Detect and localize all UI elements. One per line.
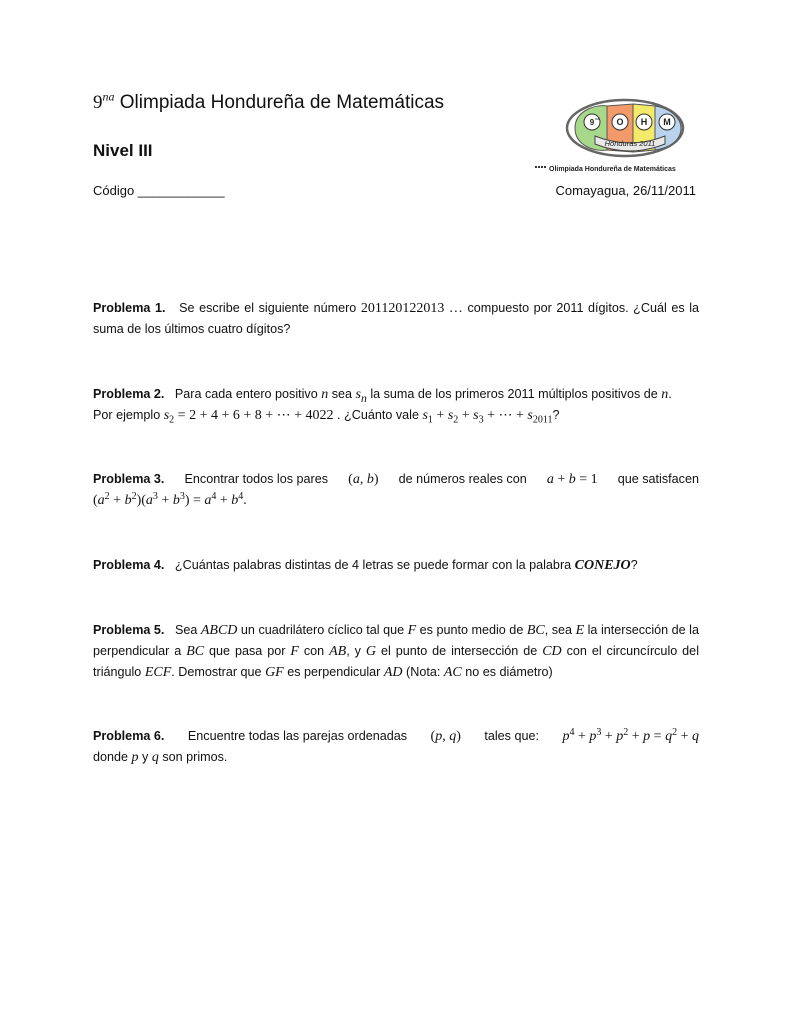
logo-letter-o: O <box>616 117 624 127</box>
problem-5-text-g: con <box>298 644 330 658</box>
logo-letter-m: M <box>663 117 671 127</box>
problem-5-text-i: el punto de intersección de <box>376 644 543 658</box>
problem-2-example: 2 + 4 + 6 + 8 + ⋯ + 4022 <box>189 408 334 423</box>
problem-3-label: Problema 3. <box>93 472 165 486</box>
problem-6: Problema 6. Encuentre todas las parejas ordenadas (p, q) tales que: $p^4 + p^3 + p^2 + p = q^2 + q$ donde p y q son primos. <box>93 726 699 765</box>
problem-6-text-e: son primos. <box>158 750 228 764</box>
problem-2-text-e: Por ejemplo <box>93 408 164 422</box>
problem-1-number: 201120122013 … <box>360 301 463 316</box>
problem-5-text-d: , sea <box>544 623 576 637</box>
title-superscript: na <box>102 89 115 104</box>
problem-5-text-j: con el circuncírculo del triángulo <box>93 644 699 679</box>
problem-2: Problema 2. Para cada entero positivo n sea $s_n$ la suma de los primeros 2011 múltiplos positivos de n. Por ejemplo $s_2 = 2 + 4 + 6 + 8$ + ⋯ + 4022 . ¿Cuánto vale $s_1 + s_2 + s_3$ + ⋯ + $s_{2011}$? <box>93 387 672 426</box>
problem-4 <box>93 555 699 576</box>
problem-4-text-a: ¿Cuántas palabras distintas de 4 letras se puede formar con la palabra <box>174 558 575 572</box>
problem-3-text-b: de números reales con <box>398 472 527 486</box>
problem-5-text-a: Sea <box>174 623 201 637</box>
problem-5-text-b: un cuadrilátero cíclico tal que <box>237 623 408 637</box>
problem-5-text-h: , y <box>346 644 366 658</box>
problem-2-text-g: ? <box>552 408 560 422</box>
problem-3-equation: $(a^2 + b^2)(a^3 + b^3) = a^4 + b^4$. <box>93 490 247 508</box>
logo-letter-9: 9 <box>589 118 595 127</box>
problem-4-word: CONEJO <box>574 558 631 573</box>
problem-5-text-c: es punto medio de <box>416 623 527 637</box>
problem-6-equation: $p^4 + p^3 + p^2 + p = q^2 + q$ <box>562 726 699 744</box>
title-text: Olimpiada Hondureña de Matemáticas <box>119 92 445 113</box>
problem-2-text-b: sea <box>328 387 356 401</box>
problem-4-text-b: ? <box>630 558 638 572</box>
problem-1 <box>93 298 699 340</box>
problem-5-text-f: que pasa por <box>204 644 291 658</box>
problem-1-text-a: Se escribe el siguiente número <box>179 301 361 315</box>
problem-6-text-b: tales que: <box>484 729 539 743</box>
logo-banner: Honduras 2011 <box>604 139 656 148</box>
problem-3: Problema 3. Encontrar todos los pares (a, b) de números reales con a + b = 1 que satisfacen $(a^2 + b^2)(a^3 + b^3) = a^4 + b^4$. <box>93 469 699 511</box>
level-heading: Nivel III <box>93 141 153 160</box>
problem-2-text-c: la suma de los primeros 2011 múltiplos positivos de <box>366 387 662 401</box>
problem-3-text-a: Encontrar todos los pares <box>184 472 329 486</box>
problem-2-text-d: . <box>668 387 672 401</box>
problem-5-text-n: no es diámetro) <box>461 665 553 679</box>
ohm-logo <box>535 98 720 178</box>
problem-6-text-a: Encuentre todas las parejas ordenadas <box>187 729 408 743</box>
problem-5-text-k: . Demostrar que <box>171 665 266 679</box>
place-date: Comayagua, 26/11/2011 <box>555 183 696 198</box>
problem-6-text-d: y <box>138 750 152 764</box>
code-field-label: Código ____________ <box>93 183 225 198</box>
problem-5-text-e: la intersección de la perpendicular a <box>93 623 699 658</box>
title-ordinal: 9 <box>93 92 103 113</box>
problem-5-text-l: es perpendicular <box>283 665 384 679</box>
problem-6-text-c: donde <box>93 750 132 764</box>
logo-caption: Olimpiada Hondureña de Matemáticas <box>549 166 676 173</box>
document-title <box>93 89 445 114</box>
problem-3-text-c: que satisfacen <box>617 472 699 486</box>
logo-letter-9-sup: na <box>594 116 600 121</box>
problem-5-label: Problema 5. <box>93 623 165 637</box>
problem-2-label: Problema 2. <box>93 387 165 401</box>
problem-5: Problema 5. Sea ABCD un cuadrilátero cíclico tal que F es punto medio de BC, sea E la intersección de la perpendicular a BC que pasa por F con AB, y G el punto de intersección de CD con el circuncírculo del triángulo ECF. Demostrar que GF es perpendicular AD (Nota: AC no es diámetro) <box>93 623 699 680</box>
problem-2-text-f: . ¿Cuánto vale <box>333 408 423 422</box>
problem-2-text-a: Para cada entero positivo <box>174 387 322 401</box>
problem-1-label: Problema 1. <box>93 301 166 315</box>
problem-1-text-b: compuesto por 2011 dígitos. ¿Cuál es la suma de los últimos cuatro dígitos? <box>93 301 699 336</box>
problem-6-label: Problema 6. <box>93 729 165 743</box>
problem-5-text-m: (Nota: <box>402 665 444 679</box>
problem-4-label: Problema 4. <box>93 558 165 572</box>
logo-letter-h: H <box>640 117 648 127</box>
